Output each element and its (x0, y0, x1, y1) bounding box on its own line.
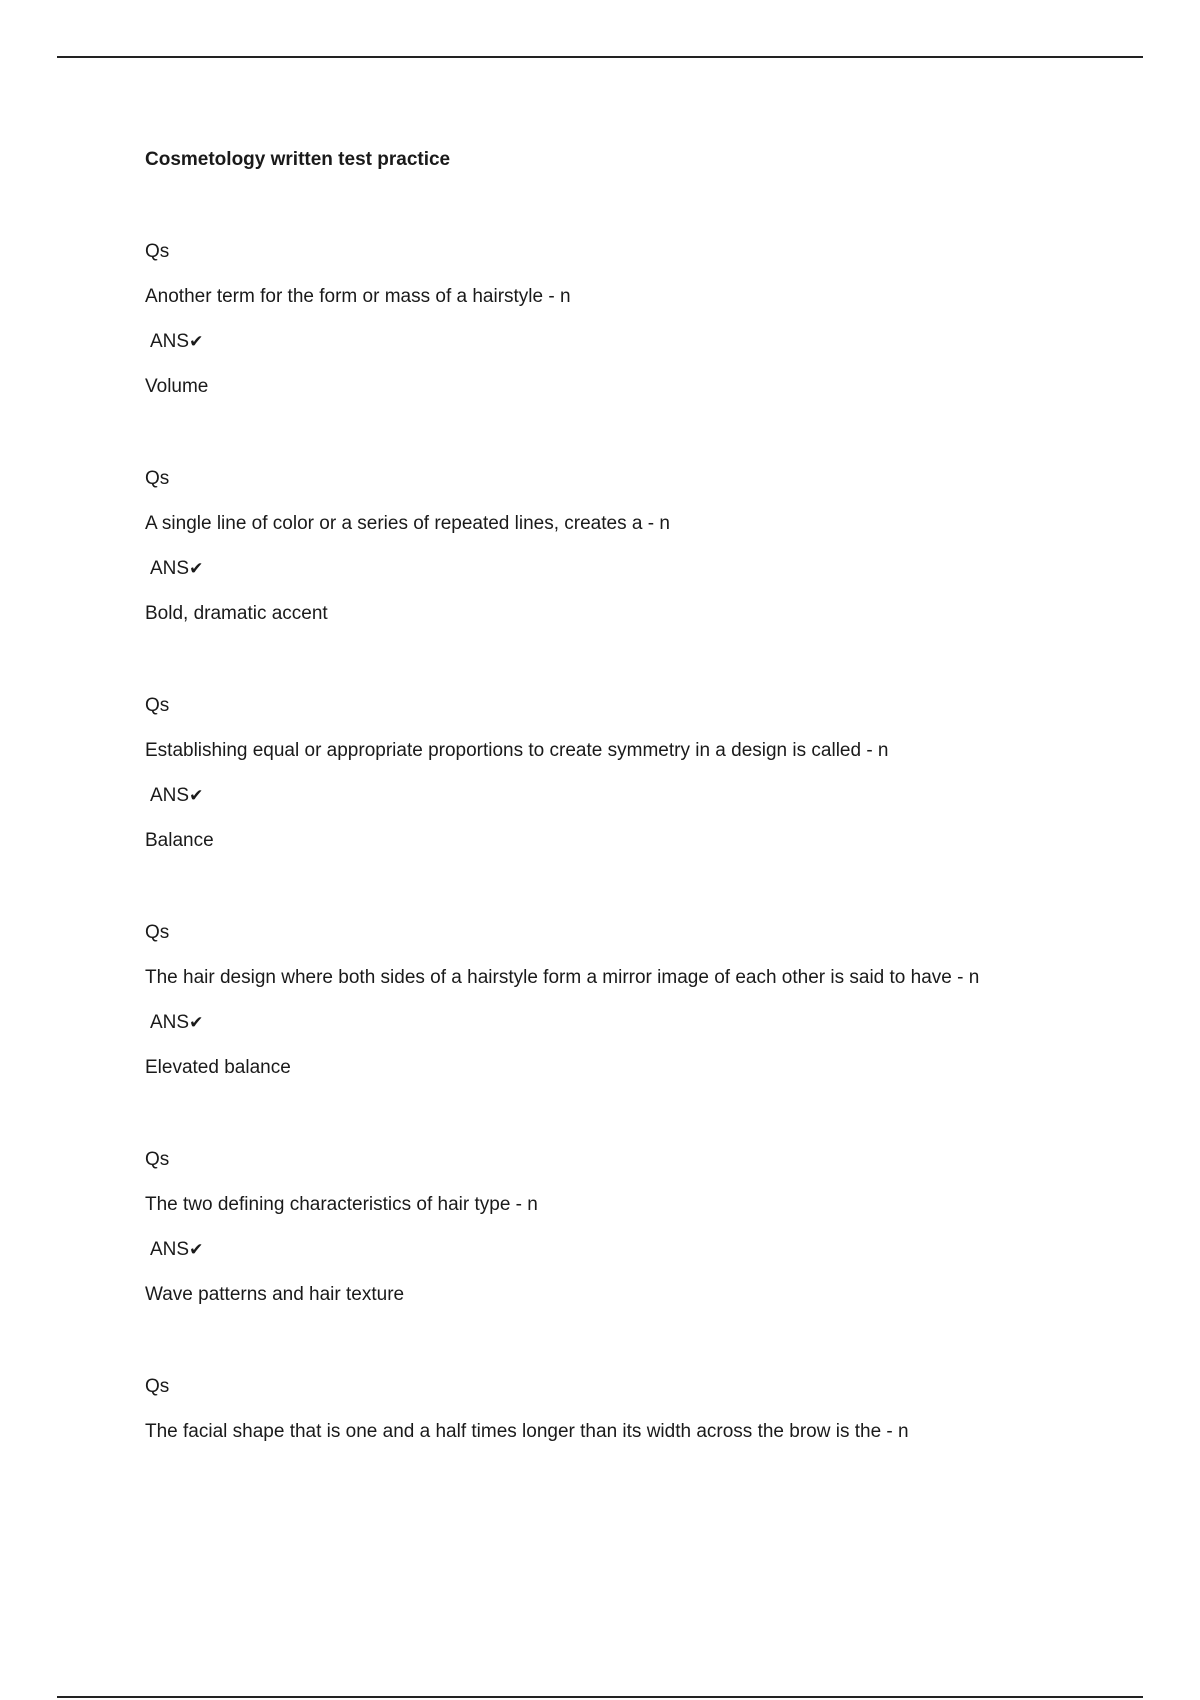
answer-text: Elevated balance (145, 1057, 291, 1078)
answer-prefix-line (145, 782, 1135, 827)
answer-prefix-line (145, 555, 1135, 600)
question-item (145, 1146, 1135, 1373)
question-text: The hair design where both sides of a hairstyle form a mirror image of each other is said to have - n (145, 967, 980, 988)
question-item (145, 465, 1135, 692)
checkmark-icon: ✔ (189, 1240, 204, 1260)
question-prefix: Qs (145, 695, 170, 716)
question-prefix: Qs (145, 1376, 170, 1397)
answer-text: Volume (145, 376, 209, 397)
question-item (145, 238, 1135, 465)
answer-prefix-line (145, 1236, 1135, 1281)
answer-text: Bold, dramatic accent (145, 603, 328, 624)
answer-text: Wave patterns and hair texture (145, 1284, 405, 1305)
document-body (145, 146, 1135, 1600)
question-item (145, 1373, 1135, 1600)
answer-prefix: ANS (150, 331, 190, 352)
answer-prefix-line (145, 1009, 1135, 1054)
answer-prefix: ANS (150, 785, 190, 806)
checkmark-icon: ✔ (189, 332, 204, 352)
answer-prefix: ANS (150, 1239, 190, 1260)
checkmark-icon: ✔ (189, 559, 204, 579)
answer-prefix-line (145, 328, 1135, 373)
question-prefix: Qs (145, 468, 170, 489)
footer-rule (57, 1696, 1143, 1698)
question-text: The two defining characteristics of hair type - n (145, 1194, 538, 1215)
document-title: Cosmetology written test practice (145, 149, 451, 170)
question-list (145, 238, 1135, 1600)
answer-text: Balance (145, 830, 214, 851)
question-item (145, 919, 1135, 1146)
question-text: Establishing equal or appropriate proportions to create symmetry in a design is called - n (145, 740, 889, 761)
header-rule (57, 56, 1143, 58)
answer-prefix: ANS (150, 1012, 190, 1033)
question-text: A single line of color or a series of repeated lines, creates a - n (145, 513, 670, 534)
question-text: Another term for the form or mass of a hairstyle - n (145, 286, 571, 307)
question-text: The facial shape that is one and a half times longer than its width across the brow is the - n (145, 1421, 909, 1442)
question-prefix: Qs (145, 1149, 170, 1170)
checkmark-icon: ✔ (189, 786, 204, 806)
question-prefix: Qs (145, 241, 170, 262)
question-item (145, 692, 1135, 919)
answer-prefix: ANS (150, 558, 190, 579)
checkmark-icon: ✔ (189, 1013, 204, 1033)
question-prefix: Qs (145, 922, 170, 943)
